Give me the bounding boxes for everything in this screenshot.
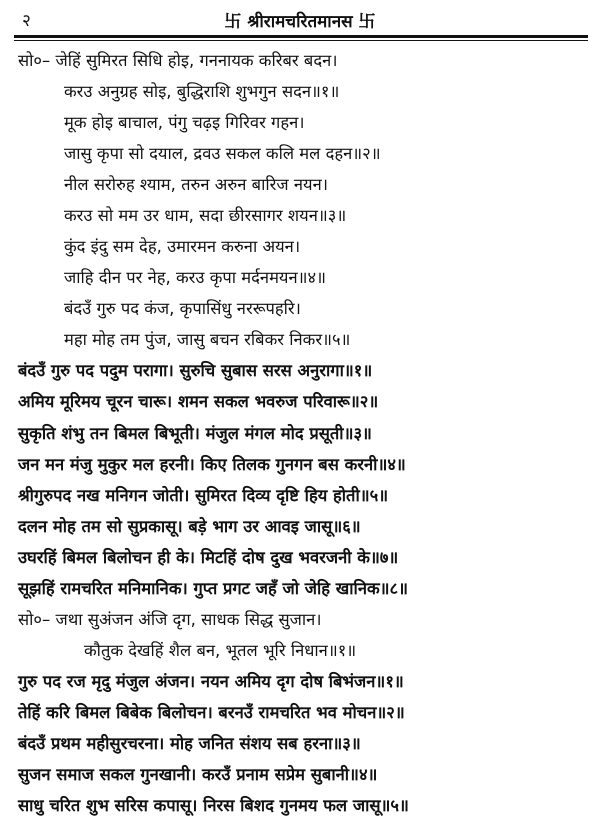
chaupai-line: श्रीगुरुपद नख मनिगन जोती। सुमिरत दिव्य दृष्टि हिय होती॥५॥ <box>18 486 389 505</box>
chaupai-line: साधु चरित शुभ सरिस कपासू। निरस बिशद गुनमय फल जासू॥५॥ <box>18 796 409 815</box>
chaupai-line: बंदउँ प्रथम महीसुरचरना। मोह जनित संशय सब हरना॥३॥ <box>18 734 361 753</box>
soratha-line: सो०– जेहिं सुमिरत सिधि होइ, गननायक करिबर बदन। <box>18 51 338 70</box>
soratha-line: कुंद इंदु सम देह, उमारमन करुना अयन। <box>64 237 301 256</box>
soratha-line: जासु कृपा सो दयाल, द्रवउ सकल कलि मल दहन॥२॥ <box>64 144 381 163</box>
chaupai-line: तेहिं करि बिमल बिबेक बिलोचन। बरनउँ रामचरित भव मोचन॥२॥ <box>18 703 405 722</box>
chaupai-line: सुजन समाज सकल गुनखानी। करउँ प्रनाम सप्रेम सुबानी॥४॥ <box>18 765 378 784</box>
soratha-line: बंदउँ गुरु पद कंज, कृपासिंधु नररूपहरि। <box>64 299 301 318</box>
soratha-line: मूक होइ बाचाल, पंगु चढ़इ गिरिवर गहन। <box>64 113 305 132</box>
header-rule-thin <box>14 40 588 41</box>
chaupai-line: अमिय मूरिमय चूरन चारू। शमन सकल भवरुज परिवारू॥२॥ <box>18 392 379 411</box>
chaupai-line: बंदउँ गुरु पद पदुम परागा। सुरुचि सुबास सरस अनुरागा॥१॥ <box>18 361 373 380</box>
soratha-line: सो०– जथा सुअंजन अंजि दृग, साधक सिद्ध सुजान। <box>18 610 322 629</box>
soratha-line: कौतुक देखहिं शैल बन, भूतल भूरि निधान॥१॥ <box>84 641 357 660</box>
soratha-line: जाहि दीन पर नेह, करउ कृपा मर्दनमयन॥४॥ <box>64 268 327 287</box>
chaupai-line: जन मन मंजु मुकुर मल हरनी। किए तिलक गुनगन बस करनी॥४॥ <box>18 455 406 474</box>
soratha-line: महा मोह तम पुंज, जासु बचन रबिकर निकर॥५॥ <box>64 330 351 349</box>
chaupai-line: उघरहिं बिमल बिलोचन ही के। मिटहिं दोष दुख भवरजनी के॥७॥ <box>18 548 399 567</box>
chaupai-line: दलन मोह तम सो सुप्रकासू। बड़े भाग उर आवइ जासू॥६॥ <box>18 517 361 536</box>
chaupai-line: गुरु पद रज मृदु मंजुल अंजन। नयन अमिय दृग दोष बिभंजन॥१॥ <box>18 672 404 691</box>
header-rule-thick <box>14 35 588 38</box>
chaupai-line: सुकृति शंभु तन बिमल बिभूती। मंजुल मंगल मोद प्रसूती॥३॥ <box>18 424 372 443</box>
soratha-line: नील सरोरुह श्याम, तरुन अरुन बारिज नयन। <box>64 175 329 194</box>
running-header-title: 卐 श्रीरामचरितमानस 卐 <box>224 12 376 32</box>
soratha-line: करउ सो मम उर धाम, सदा छीरसागर शयन॥३॥ <box>64 206 347 225</box>
page-number: २ <box>22 11 31 31</box>
soratha-line: करउ अनुग्रह सोइ, बुद्धिराशि शुभगुन सदन॥१॥ <box>64 82 340 101</box>
chaupai-line: सूझहिं रामचरित मनिमानिक। गुप्त प्रगट जहँ जो जेहि खानिक॥८॥ <box>18 579 408 598</box>
